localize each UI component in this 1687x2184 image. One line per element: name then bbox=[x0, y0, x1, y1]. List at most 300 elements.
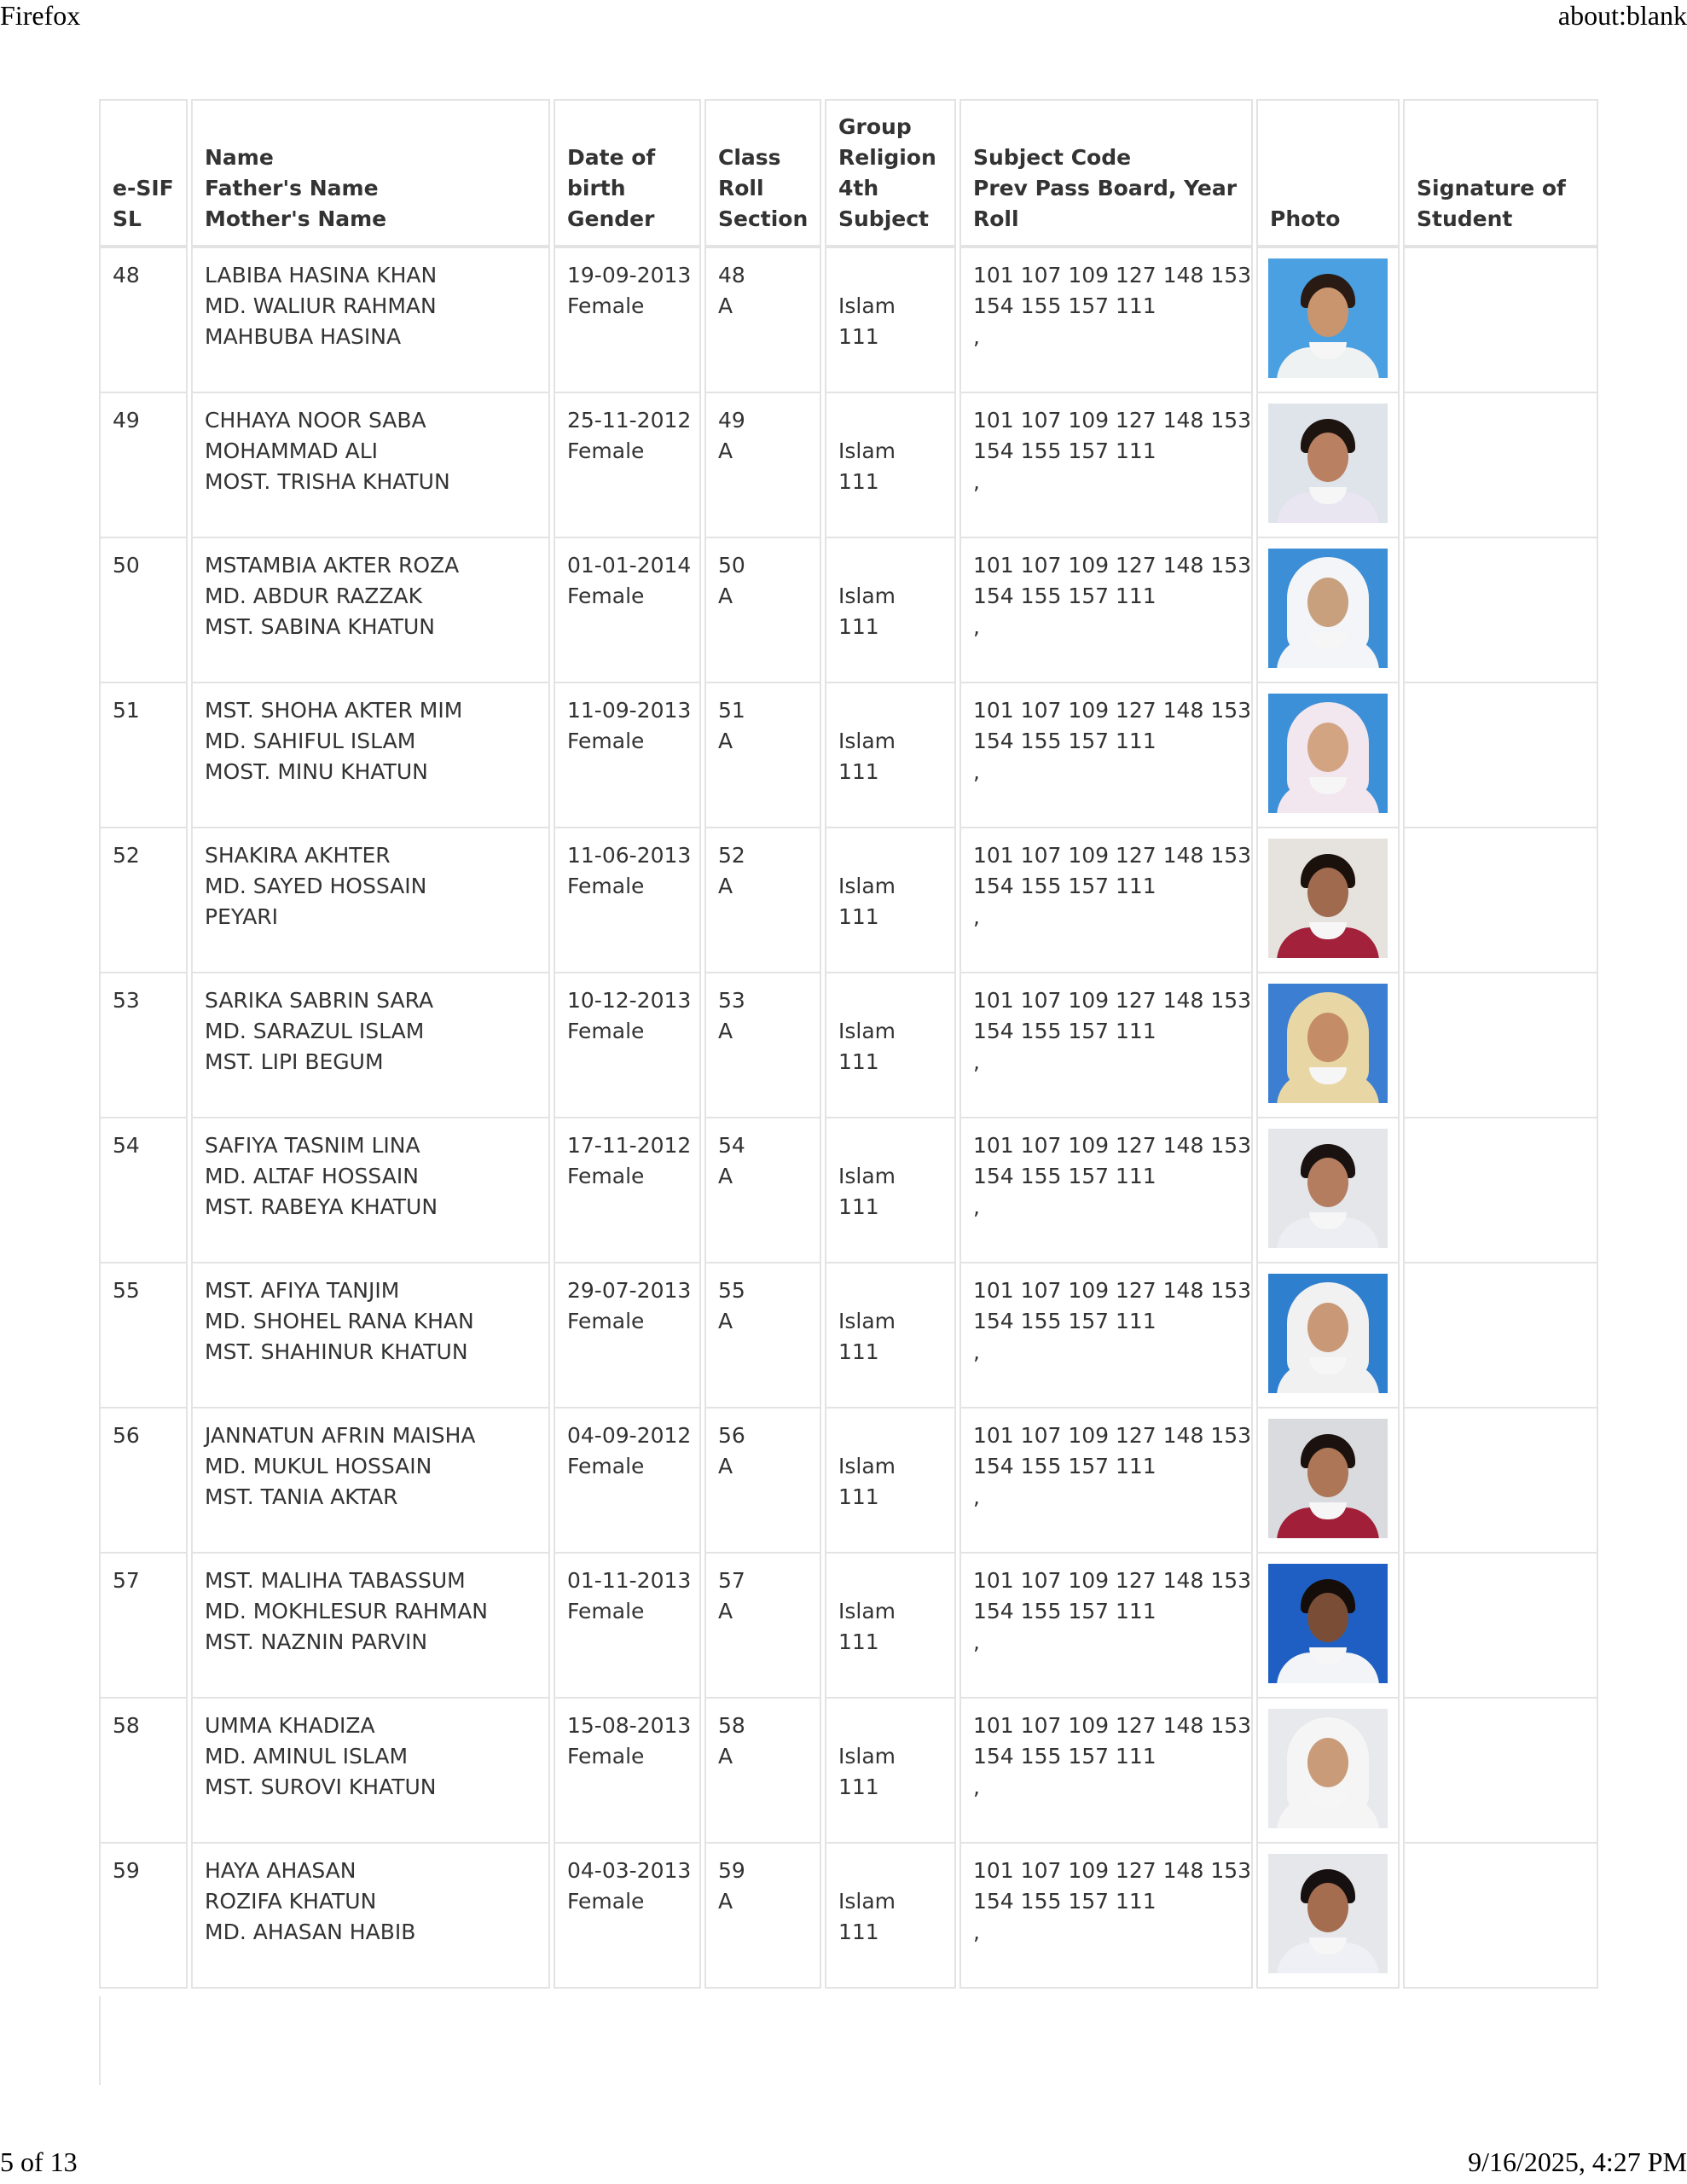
table-row bbox=[99, 973, 1598, 1118]
religion: Islam bbox=[838, 1309, 896, 1333]
religion: Islam bbox=[838, 1744, 896, 1769]
cell-sl bbox=[99, 247, 188, 393]
date-of-birth: 11-09-2013 bbox=[567, 698, 692, 723]
cell-names bbox=[191, 538, 550, 683]
cell-dob bbox=[554, 393, 701, 538]
cell-photo bbox=[1256, 393, 1400, 538]
religion: Islam bbox=[838, 1454, 896, 1478]
cell-signature bbox=[1403, 1554, 1598, 1699]
mother-name: MD. AHASAN HABIB bbox=[205, 1920, 416, 1944]
class-roll: 54 bbox=[718, 1133, 745, 1158]
gender: Female bbox=[567, 729, 645, 753]
cell-names bbox=[191, 1554, 550, 1699]
cell-group bbox=[825, 1844, 956, 1989]
student-name: MST. MALIHA TABASSUM bbox=[205, 1568, 466, 1593]
photo-face bbox=[1307, 578, 1348, 627]
father-name: MD. MOKHLESUR RAHMAN bbox=[205, 1599, 488, 1623]
subject-codes-line-1: 101 107 109 127 148 153 bbox=[973, 1858, 1252, 1883]
cell-class bbox=[704, 1554, 821, 1699]
gender: Female bbox=[567, 1744, 645, 1769]
cell-class bbox=[704, 1699, 821, 1844]
cell-group bbox=[825, 538, 956, 683]
fourth-subject: 111 bbox=[838, 1484, 879, 1509]
prev-pass-info: , bbox=[973, 1484, 980, 1509]
student-photo bbox=[1268, 1129, 1388, 1248]
cell-names bbox=[191, 1409, 550, 1554]
subject-codes-line-2: 154 155 157 111 bbox=[973, 439, 1157, 463]
religion: Islam bbox=[838, 1599, 896, 1623]
section: A bbox=[718, 584, 733, 608]
cell-subject bbox=[959, 1409, 1253, 1554]
table-row bbox=[99, 1409, 1598, 1554]
cell-photo bbox=[1256, 538, 1400, 683]
fourth-subject: 111 bbox=[838, 1774, 879, 1799]
cell-signature bbox=[1403, 1263, 1598, 1409]
father-name: MD. SARAZUL ISLAM bbox=[205, 1019, 425, 1043]
prev-pass-info: , bbox=[973, 469, 980, 494]
section: A bbox=[718, 439, 733, 463]
subject-codes-line-2: 154 155 157 111 bbox=[973, 1889, 1157, 1914]
mother-name: PEYARI bbox=[205, 904, 279, 929]
student-name: JANNATUN AFRIN MAISHA bbox=[205, 1423, 476, 1448]
prev-pass-info: , bbox=[973, 324, 980, 349]
cell-group bbox=[825, 1699, 956, 1844]
line-spacer bbox=[838, 695, 942, 726]
cell-dob bbox=[554, 973, 701, 1118]
cell-dob bbox=[554, 1554, 701, 1699]
religion: Islam bbox=[838, 1889, 896, 1914]
religion: Islam bbox=[838, 1164, 896, 1188]
student-photo bbox=[1268, 1709, 1388, 1828]
serial-number: 55 bbox=[113, 1278, 140, 1303]
fourth-subject: 111 bbox=[838, 1194, 879, 1219]
student-name: SAFIYA TASNIM LINA bbox=[205, 1133, 420, 1158]
photo-face bbox=[1307, 1593, 1348, 1642]
student-table bbox=[96, 99, 1602, 1989]
serial-number: 50 bbox=[113, 553, 140, 578]
cell-sl bbox=[99, 1844, 188, 1989]
student-photo bbox=[1268, 258, 1388, 378]
photo-face bbox=[1307, 1448, 1348, 1497]
section: A bbox=[718, 293, 733, 318]
subject-codes-line-1: 101 107 109 127 148 153 bbox=[973, 988, 1252, 1013]
page-left-rule bbox=[99, 1996, 101, 2085]
cell-group bbox=[825, 1263, 956, 1409]
date-of-birth: 04-09-2012 bbox=[567, 1423, 692, 1448]
gender: Female bbox=[567, 1454, 645, 1478]
cell-subject bbox=[959, 1699, 1253, 1844]
cell-names bbox=[191, 247, 550, 393]
cell-sl bbox=[99, 1554, 188, 1699]
subject-codes-line-2: 154 155 157 111 bbox=[973, 1599, 1157, 1623]
header-class: Class Roll Section bbox=[704, 99, 821, 247]
student-name: SHAKIRA AKHTER bbox=[205, 843, 391, 868]
table-row bbox=[99, 1554, 1598, 1699]
subject-codes-line-1: 101 107 109 127 148 153 bbox=[973, 1278, 1252, 1303]
cell-subject bbox=[959, 1554, 1253, 1699]
prev-pass-info: , bbox=[973, 1049, 980, 1074]
student-name: MST. SHOHA AKTER MIM bbox=[205, 698, 463, 723]
class-roll: 58 bbox=[718, 1713, 745, 1738]
class-roll: 57 bbox=[718, 1568, 745, 1593]
cell-group bbox=[825, 683, 956, 828]
class-roll: 51 bbox=[718, 698, 745, 723]
cell-signature bbox=[1403, 1118, 1598, 1263]
prev-pass-info: , bbox=[973, 614, 980, 639]
mother-name: MST. RABEYA KHATUN bbox=[205, 1194, 438, 1219]
subject-codes-line-1: 101 107 109 127 148 153 bbox=[973, 408, 1252, 433]
cell-names bbox=[191, 1118, 550, 1263]
student-name: MST. AFIYA TANJIM bbox=[205, 1278, 400, 1303]
student-photo bbox=[1268, 1854, 1388, 1973]
cell-sl bbox=[99, 1118, 188, 1263]
section: A bbox=[718, 1454, 733, 1478]
table-row bbox=[99, 683, 1598, 828]
prev-pass-info: , bbox=[973, 1339, 980, 1364]
table-header-row bbox=[99, 99, 1598, 247]
header-signature: Signature of Student bbox=[1403, 99, 1598, 247]
cell-subject bbox=[959, 1118, 1253, 1263]
subject-codes-line-1: 101 107 109 127 148 153 bbox=[973, 1133, 1252, 1158]
serial-number: 51 bbox=[113, 698, 140, 723]
subject-codes-line-1: 101 107 109 127 148 153 bbox=[973, 1568, 1252, 1593]
fourth-subject: 111 bbox=[838, 1920, 879, 1944]
serial-number: 54 bbox=[113, 1133, 140, 1158]
class-roll: 49 bbox=[718, 408, 745, 433]
cell-subject bbox=[959, 973, 1253, 1118]
cell-group bbox=[825, 1554, 956, 1699]
cell-sl bbox=[99, 683, 188, 828]
cell-subject bbox=[959, 1263, 1253, 1409]
cell-dob bbox=[554, 1844, 701, 1989]
fourth-subject: 111 bbox=[838, 324, 879, 349]
cell-names bbox=[191, 1263, 550, 1409]
serial-number: 49 bbox=[113, 408, 140, 433]
cell-names bbox=[191, 828, 550, 973]
cell-subject bbox=[959, 1844, 1253, 1989]
religion: Islam bbox=[838, 293, 896, 318]
religion: Islam bbox=[838, 1019, 896, 1043]
cell-photo bbox=[1256, 973, 1400, 1118]
date-of-birth: 29-07-2013 bbox=[567, 1278, 692, 1303]
class-roll: 52 bbox=[718, 843, 745, 868]
cell-photo bbox=[1256, 247, 1400, 393]
serial-number: 56 bbox=[113, 1423, 140, 1448]
cell-sl bbox=[99, 1409, 188, 1554]
line-spacer bbox=[838, 840, 942, 871]
date-of-birth: 15-08-2013 bbox=[567, 1713, 692, 1738]
class-roll: 55 bbox=[718, 1278, 745, 1303]
cell-dob bbox=[554, 538, 701, 683]
prev-pass-info: , bbox=[973, 759, 980, 784]
gender: Female bbox=[567, 584, 645, 608]
cell-sl bbox=[99, 1699, 188, 1844]
cell-signature bbox=[1403, 683, 1598, 828]
date-of-birth: 01-01-2014 bbox=[567, 553, 692, 578]
page-indicator: 5 of 13 bbox=[0, 2146, 78, 2177]
serial-number: 57 bbox=[113, 1568, 140, 1593]
date-of-birth: 25-11-2012 bbox=[567, 408, 692, 433]
cell-class bbox=[704, 973, 821, 1118]
father-name: MD. AMINUL ISLAM bbox=[205, 1744, 409, 1769]
cell-sl bbox=[99, 538, 188, 683]
student-name: HAYA AHASAN bbox=[205, 1858, 357, 1883]
line-spacer bbox=[838, 985, 942, 1016]
fourth-subject: 111 bbox=[838, 904, 879, 929]
section: A bbox=[718, 1309, 733, 1333]
mother-name: MOST. MINU KHATUN bbox=[205, 759, 428, 784]
subject-codes-line-2: 154 155 157 111 bbox=[973, 293, 1157, 318]
cell-dob bbox=[554, 1409, 701, 1554]
gender: Female bbox=[567, 1599, 645, 1623]
date-of-birth: 19-09-2013 bbox=[567, 263, 692, 288]
student-name: LABIBA HASINA KHAN bbox=[205, 263, 438, 288]
line-spacer bbox=[838, 1565, 942, 1596]
subject-codes-line-1: 101 107 109 127 148 153 bbox=[973, 843, 1252, 868]
mother-name: MST. TANIA AKTAR bbox=[205, 1484, 398, 1509]
cell-sl bbox=[99, 973, 188, 1118]
cell-photo bbox=[1256, 1263, 1400, 1409]
header-subject: Subject Code Prev Pass Board, Year Roll bbox=[959, 99, 1253, 247]
cell-signature bbox=[1403, 1409, 1598, 1554]
cell-signature bbox=[1403, 538, 1598, 683]
mother-name: MST. SABINA KHATUN bbox=[205, 614, 435, 639]
cell-class bbox=[704, 1409, 821, 1554]
subject-codes-line-2: 154 155 157 111 bbox=[973, 584, 1157, 608]
print-timestamp: 9/16/2025, 4:27 PM bbox=[1468, 2146, 1687, 2177]
photo-face bbox=[1307, 723, 1348, 772]
section: A bbox=[718, 1744, 733, 1769]
cell-sl bbox=[99, 828, 188, 973]
serial-number: 53 bbox=[113, 988, 140, 1013]
cell-class bbox=[704, 683, 821, 828]
cell-class bbox=[704, 1118, 821, 1263]
mother-name: MAHBUBA HASINA bbox=[205, 324, 402, 349]
student-name: CHHAYA NOOR SABA bbox=[205, 408, 426, 433]
line-spacer bbox=[838, 1275, 942, 1306]
print-footer bbox=[0, 2146, 1687, 2184]
section: A bbox=[718, 1019, 733, 1043]
class-roll: 53 bbox=[718, 988, 745, 1013]
fourth-subject: 111 bbox=[838, 469, 879, 494]
cell-dob bbox=[554, 828, 701, 973]
table-row bbox=[99, 1118, 1598, 1263]
student-photo bbox=[1268, 1564, 1388, 1683]
cell-class bbox=[704, 1263, 821, 1409]
table-row bbox=[99, 393, 1598, 538]
line-spacer bbox=[838, 405, 942, 436]
line-spacer bbox=[838, 1420, 942, 1451]
cell-photo bbox=[1256, 1844, 1400, 1989]
cell-group bbox=[825, 247, 956, 393]
cell-sl bbox=[99, 1263, 188, 1409]
cell-group bbox=[825, 1409, 956, 1554]
religion: Islam bbox=[838, 439, 896, 463]
student-name: UMMA KHADIZA bbox=[205, 1713, 375, 1738]
cell-class bbox=[704, 538, 821, 683]
cell-photo bbox=[1256, 1118, 1400, 1263]
fourth-subject: 111 bbox=[838, 614, 879, 639]
header-group: Group Religion 4th Subject bbox=[825, 99, 956, 247]
prev-pass-info: , bbox=[973, 904, 980, 929]
cell-names bbox=[191, 393, 550, 538]
table-row bbox=[99, 1844, 1598, 1989]
prev-pass-info: , bbox=[973, 1629, 980, 1654]
cell-class bbox=[704, 1844, 821, 1989]
cell-dob bbox=[554, 1699, 701, 1844]
date-of-birth: 01-11-2013 bbox=[567, 1568, 692, 1593]
subject-codes-line-1: 101 107 109 127 148 153 bbox=[973, 1713, 1252, 1738]
photo-face bbox=[1307, 1738, 1348, 1787]
cell-subject bbox=[959, 393, 1253, 538]
date-of-birth: 17-11-2012 bbox=[567, 1133, 692, 1158]
subject-codes-line-1: 101 107 109 127 148 153 bbox=[973, 698, 1252, 723]
prev-pass-info: , bbox=[973, 1774, 980, 1799]
subject-codes-line-1: 101 107 109 127 148 153 bbox=[973, 553, 1252, 578]
table-row bbox=[99, 1263, 1598, 1409]
class-roll: 48 bbox=[718, 263, 745, 288]
serial-number: 59 bbox=[113, 1858, 140, 1883]
gender: Female bbox=[567, 1889, 645, 1914]
gender: Female bbox=[567, 1019, 645, 1043]
gender: Female bbox=[567, 293, 645, 318]
subject-codes-line-2: 154 155 157 111 bbox=[973, 1309, 1157, 1333]
religion: Islam bbox=[838, 729, 896, 753]
cell-subject bbox=[959, 828, 1253, 973]
photo-face bbox=[1307, 1013, 1348, 1062]
line-spacer bbox=[838, 1130, 942, 1161]
student-name: SARIKA SABRIN SARA bbox=[205, 988, 434, 1013]
religion: Islam bbox=[838, 874, 896, 898]
father-name: MD. SAHIFUL ISLAM bbox=[205, 729, 416, 753]
subject-codes-line-1: 101 107 109 127 148 153 bbox=[973, 263, 1252, 288]
cell-signature bbox=[1403, 247, 1598, 393]
student-photo bbox=[1268, 694, 1388, 813]
table-row bbox=[99, 1699, 1598, 1844]
cell-signature bbox=[1403, 1699, 1598, 1844]
religion: Islam bbox=[838, 584, 896, 608]
subject-codes-line-2: 154 155 157 111 bbox=[973, 1744, 1157, 1769]
cell-class bbox=[704, 828, 821, 973]
fourth-subject: 111 bbox=[838, 1049, 879, 1074]
gender: Female bbox=[567, 1309, 645, 1333]
cell-dob bbox=[554, 1118, 701, 1263]
page-url: about:blank bbox=[1557, 0, 1687, 31]
section: A bbox=[718, 1164, 733, 1188]
cell-dob bbox=[554, 247, 701, 393]
cell-names bbox=[191, 683, 550, 828]
serial-number: 52 bbox=[113, 843, 140, 868]
mother-name: MST. LIPI BEGUM bbox=[205, 1049, 384, 1074]
cell-photo bbox=[1256, 1699, 1400, 1844]
cell-photo bbox=[1256, 683, 1400, 828]
date-of-birth: 04-03-2013 bbox=[567, 1858, 692, 1883]
cell-signature bbox=[1403, 1844, 1598, 1989]
mother-name: MST. SUROVI KHATUN bbox=[205, 1774, 437, 1799]
fourth-subject: 111 bbox=[838, 759, 879, 784]
mother-name: MST. NAZNIN PARVIN bbox=[205, 1629, 428, 1654]
cell-subject bbox=[959, 247, 1253, 393]
line-spacer bbox=[838, 1711, 942, 1741]
cell-subject bbox=[959, 538, 1253, 683]
cell-signature bbox=[1403, 828, 1598, 973]
cell-signature bbox=[1403, 973, 1598, 1118]
section: A bbox=[718, 1889, 733, 1914]
browser-app-name: Firefox bbox=[0, 0, 81, 31]
father-name: MD. SAYED HOSSAIN bbox=[205, 874, 427, 898]
photo-face bbox=[1307, 433, 1348, 482]
cell-dob bbox=[554, 683, 701, 828]
subject-codes-line-2: 154 155 157 111 bbox=[973, 1454, 1157, 1478]
father-name: MD. SHOHEL RANA KHAN bbox=[205, 1309, 474, 1333]
cell-group bbox=[825, 828, 956, 973]
prev-pass-info: , bbox=[973, 1920, 980, 1944]
photo-face bbox=[1307, 868, 1348, 917]
cell-dob bbox=[554, 1263, 701, 1409]
photo-face bbox=[1307, 288, 1348, 337]
father-name: ROZIFA KHATUN bbox=[205, 1889, 377, 1914]
section: A bbox=[718, 729, 733, 753]
student-rows bbox=[99, 247, 1598, 1989]
father-name: MD. ABDUR RAZZAK bbox=[205, 584, 423, 608]
line-spacer bbox=[838, 260, 942, 291]
photo-face bbox=[1307, 1158, 1348, 1207]
gender: Female bbox=[567, 439, 645, 463]
line-spacer bbox=[838, 1856, 942, 1886]
student-photo bbox=[1268, 404, 1388, 523]
subject-codes-line-2: 154 155 157 111 bbox=[973, 1164, 1157, 1188]
cell-photo bbox=[1256, 1554, 1400, 1699]
date-of-birth: 11-06-2013 bbox=[567, 843, 692, 868]
subject-codes-line-2: 154 155 157 111 bbox=[973, 1019, 1157, 1043]
prev-pass-info: , bbox=[973, 1194, 980, 1219]
cell-names bbox=[191, 1699, 550, 1844]
cell-group bbox=[825, 393, 956, 538]
cell-subject bbox=[959, 683, 1253, 828]
cell-group bbox=[825, 973, 956, 1118]
class-roll: 59 bbox=[718, 1858, 745, 1883]
header-name: Name Father's Name Mother's Name bbox=[191, 99, 550, 247]
section: A bbox=[718, 1599, 733, 1623]
cell-group bbox=[825, 1118, 956, 1263]
fourth-subject: 111 bbox=[838, 1629, 879, 1654]
cell-photo bbox=[1256, 828, 1400, 973]
serial-number: 48 bbox=[113, 263, 140, 288]
header-dob: Date of birth Gender bbox=[554, 99, 701, 247]
student-photo bbox=[1268, 549, 1388, 668]
cell-sl bbox=[99, 393, 188, 538]
father-name: MD. WALIUR RAHMAN bbox=[205, 293, 437, 318]
student-photo bbox=[1268, 984, 1388, 1103]
father-name: MOHAMMAD ALI bbox=[205, 439, 378, 463]
cell-class bbox=[704, 247, 821, 393]
father-name: MD. MUKUL HOSSAIN bbox=[205, 1454, 432, 1478]
gender: Female bbox=[567, 874, 645, 898]
class-roll: 56 bbox=[718, 1423, 745, 1448]
table-row bbox=[99, 538, 1598, 683]
cell-photo bbox=[1256, 1409, 1400, 1554]
subject-codes-line-1: 101 107 109 127 148 153 bbox=[973, 1423, 1252, 1448]
cell-class bbox=[704, 393, 821, 538]
photo-face bbox=[1307, 1303, 1348, 1352]
section: A bbox=[718, 874, 733, 898]
fourth-subject: 111 bbox=[838, 1339, 879, 1364]
header-photo: Photo bbox=[1256, 99, 1400, 247]
date-of-birth: 10-12-2013 bbox=[567, 988, 692, 1013]
line-spacer bbox=[838, 550, 942, 581]
cell-names bbox=[191, 973, 550, 1118]
cell-signature bbox=[1403, 393, 1598, 538]
